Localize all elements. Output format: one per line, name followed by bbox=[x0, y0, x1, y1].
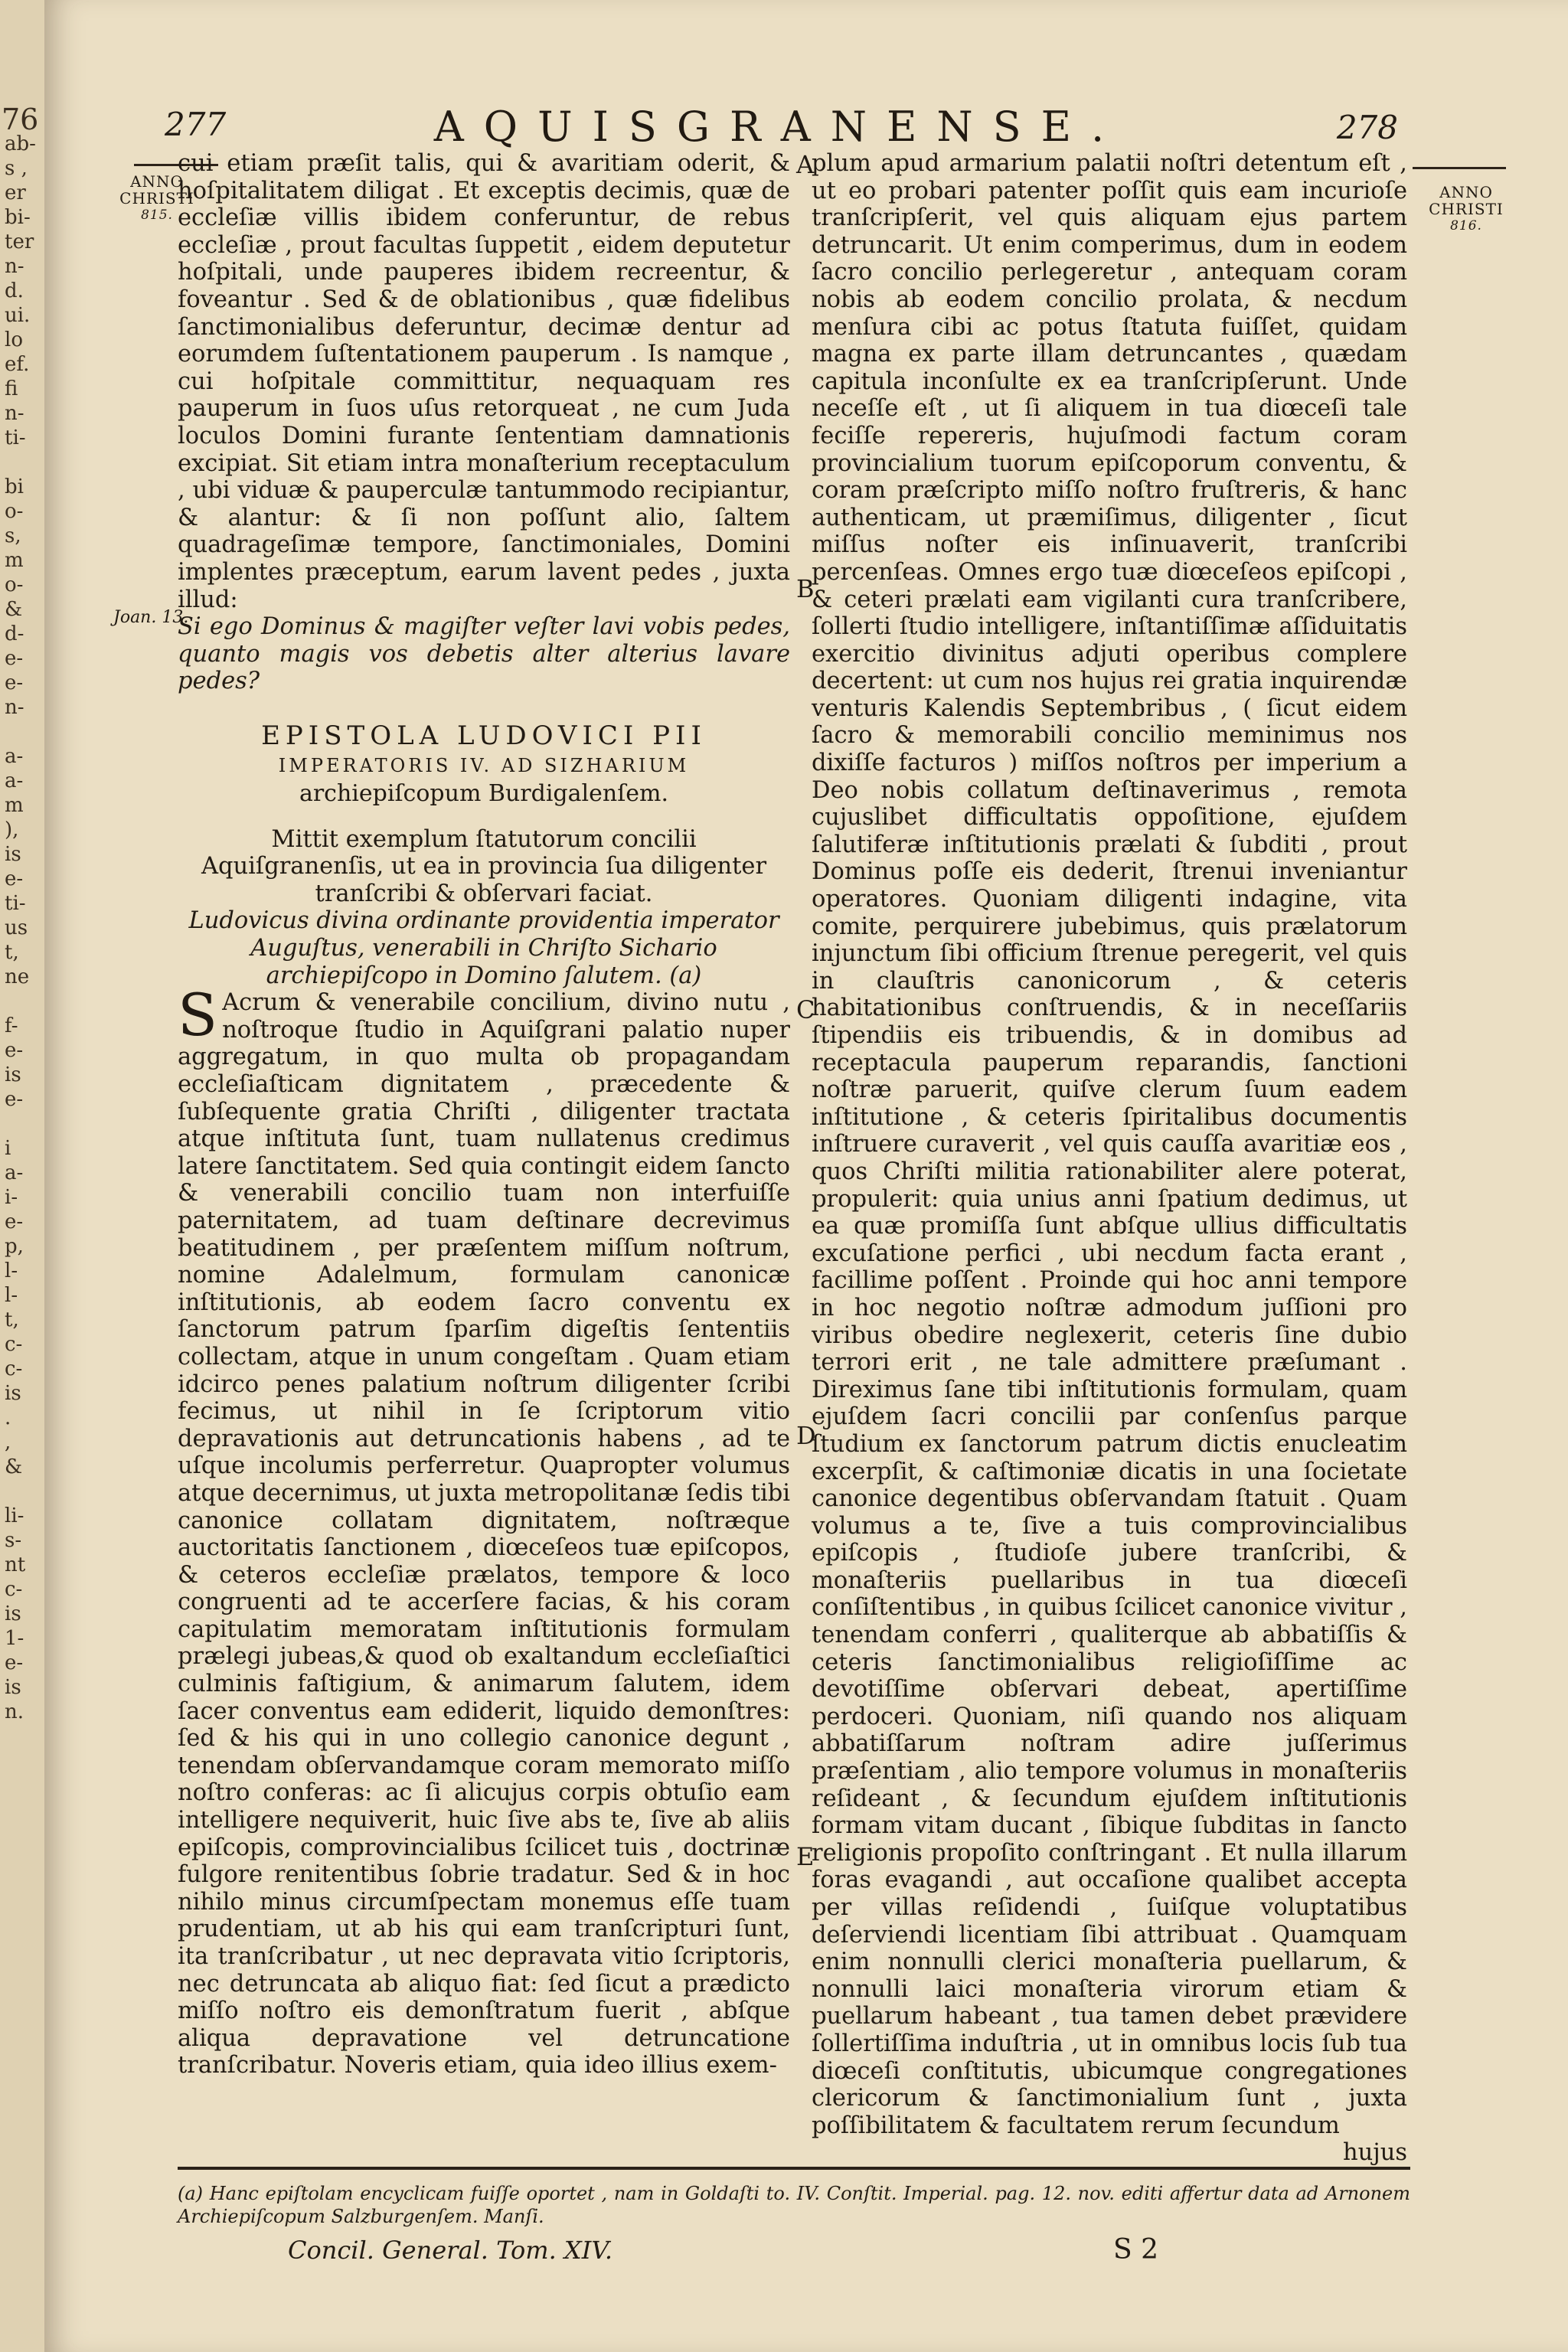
epistle-body-start bbox=[178, 981, 790, 2079]
previous-page-fragment: , bbox=[5, 1431, 11, 1454]
previous-page-fragments bbox=[0, 132, 47, 1724]
previous-page-fragment: f- bbox=[5, 1014, 18, 1037]
previous-page-fragment: e- bbox=[5, 647, 24, 670]
right-column bbox=[812, 150, 1407, 2167]
epistle-salutation: Ludovicus divina ordinante providentia imperator Auguſtus, venerabili in Chriſto Sichario archiepiſcopo in Domino ſalutem. (a) bbox=[188, 907, 779, 989]
previous-page-fragment: 1- bbox=[5, 1627, 24, 1650]
previous-page-fragment: fi bbox=[5, 377, 18, 400]
previous-page-fragment: a- bbox=[5, 1161, 24, 1184]
previous-page-fragment: & bbox=[5, 598, 23, 621]
previous-page-fragment: e- bbox=[5, 1210, 24, 1233]
epistle-title: EPISTOLA LUDOVICI PII bbox=[261, 720, 707, 751]
previous-page-fragment: n- bbox=[5, 696, 24, 719]
previous-page-fragment: e- bbox=[5, 1039, 24, 1062]
previous-page-fragment: a- bbox=[5, 745, 24, 768]
previous-page-fragment: bi- bbox=[5, 206, 31, 229]
previous-page-fragment: a- bbox=[5, 769, 24, 792]
previous-page-fragment: & bbox=[5, 1455, 23, 1478]
section-letter-e: E bbox=[796, 1842, 815, 1871]
page-number-left: 277 bbox=[165, 106, 227, 143]
previous-page-fragment: i bbox=[5, 1137, 11, 1160]
previous-page-fragment: er bbox=[5, 181, 26, 204]
previous-page-fragment: m bbox=[5, 549, 24, 572]
previous-page-fragment: n. bbox=[5, 1700, 24, 1723]
previous-page-fragment bbox=[0, 1479, 47, 1504]
previous-page-fragment: e- bbox=[5, 671, 24, 694]
previous-page-fragment: o- bbox=[5, 573, 24, 596]
running-title: AQUISGRANENSE. bbox=[433, 103, 1125, 151]
previous-page-fragment: n- bbox=[5, 255, 24, 278]
previous-page-fragment bbox=[0, 720, 47, 744]
previous-page-fragment: ti- bbox=[5, 426, 26, 449]
section-letter-c: C bbox=[796, 995, 815, 1024]
left-column bbox=[178, 150, 790, 2079]
previous-page-fragment: m bbox=[5, 794, 24, 817]
previous-page-fragment: ti- bbox=[5, 892, 26, 915]
catchword: hujus bbox=[1342, 2139, 1407, 2167]
previous-page-fragment: is bbox=[5, 1602, 21, 1625]
previous-page-fragment: c- bbox=[5, 1333, 23, 1356]
epistle-recipient: archiepiſcopum Burdigalenſem. bbox=[299, 780, 669, 808]
previous-page-fragment bbox=[0, 989, 47, 1014]
previous-page-fragment: ef. bbox=[5, 353, 30, 376]
previous-page-fragment: bi bbox=[5, 475, 24, 498]
previous-page-fragment: ter bbox=[5, 230, 34, 253]
previous-page-fragment: c- bbox=[5, 1578, 23, 1601]
previous-page-fragment: l- bbox=[5, 1284, 18, 1307]
drop-cap: S bbox=[178, 981, 218, 1050]
previous-page-number: 76 bbox=[2, 103, 39, 136]
previous-page-fragment: l- bbox=[5, 1259, 18, 1282]
previous-page-fragment: ui. bbox=[5, 304, 31, 327]
previous-page-fragment: ne bbox=[5, 965, 30, 988]
previous-page-fragment: p, bbox=[5, 1235, 24, 1258]
previous-page-fragment bbox=[0, 450, 47, 475]
previous-page-fragment: o- bbox=[5, 500, 24, 523]
anno-label-right: ANNO CHRISTI bbox=[1429, 183, 1504, 218]
marginal-reference-joan: Joan. 13. bbox=[113, 608, 189, 627]
previous-page-fragment: c- bbox=[5, 1357, 23, 1380]
anno-label-left: ANNO CHRISTI bbox=[119, 172, 194, 207]
section-letter-b: B bbox=[796, 574, 815, 603]
previous-page-fragment: t, bbox=[5, 1308, 19, 1331]
previous-page-fragment: t, bbox=[5, 941, 19, 964]
page-number-right: 278 bbox=[1336, 109, 1398, 146]
anno-year-right: 816. bbox=[1450, 218, 1482, 234]
previous-page-fragment: i- bbox=[5, 1186, 18, 1209]
previous-page-fragment: d- bbox=[5, 622, 24, 645]
footnote: (a) Hanc epiſtolam encyclicam fuiſſe oportet , nam in Goldaſti to. IV. Conſtit. Imperial. pag. 12. nov. editi affertur data ad Arnonem Archiepiſcopum Salzburgenſem. Manſi. bbox=[178, 2183, 1410, 2227]
previous-page-fragment: is bbox=[5, 1676, 21, 1699]
previous-page-fragment: is bbox=[5, 843, 21, 866]
section-letter-a: A bbox=[796, 150, 815, 179]
scripture-quote: Si ego Dominus & magiſter veſter lavi vobis pedes, quanto magis vos debetis alter alterius lavare pedes? bbox=[178, 613, 790, 695]
previous-page-fragment: . bbox=[5, 1406, 11, 1429]
previous-page-fragment: e- bbox=[5, 1651, 24, 1674]
left-opening-text: cui etiam præſit talis, qui & avaritiam oderit, & hoſpitalitatem diligat . Et exceptis decimis, quæ de eccleſiæ villis ibidem conferuntur, de rebus eccleſiæ , prout facultas ſuppetit , eidem deputetur hoſpitali, unde pauperes ibidem recreentur, & foveantur . Sed & de oblationibus , quæ fidelibus ſanctimonialibus deferuntur, decimæ dentur ad eorumdem ſuſtentationem pauperum . Is namque , cui hoſpitale committitur, nequaquam res pauperum in ſuos uſus retorqueat , ne cum Juda loculos Domini furante ſententiam damnationis excipiat. Sit etiam intra monaſterium receptaculum , ubi viduæ & pauperculæ tantummodo recipiantur, & alantur: & ſi non poſſunt alio, ſaltem quadrageſimæ tempore, ſanctimoniales, Domini implentes præceptum, earum lavent pedes , juxta illud: bbox=[178, 150, 790, 613]
margin-dash-right bbox=[1413, 167, 1506, 169]
volume-line: Concil. General. Tom. XIV. bbox=[288, 2236, 613, 2265]
previous-page-fragment: n- bbox=[5, 402, 24, 425]
previous-page-fragment: ), bbox=[5, 818, 19, 841]
epistle-subtitle: IMPERATORIS IV. AD SIZHARIUM bbox=[278, 755, 690, 777]
signature-mark: S 2 bbox=[1113, 2234, 1159, 2265]
previous-page-fragment: is bbox=[5, 1063, 21, 1086]
epistle-body-text: Acrum & venerabile concilium, divino nutu , noſtroque ſtudio in Aquiſgrani palatio nuper aggregatum, in quo multa ob propagandam eccleſiaſticam dignitatem , præcedente & ſubſequente gratia Chriſti , diligenter tractata atque inſtituta ſunt, tuam nullatenus credimus latere ſanctitatem. Sed quia contingit eidem ſancto & venerabili concilio tuam non interfuiſſe paternitatem, ad tuam deſtinare decrevimus beatitudinem , per præſentem miſſum noſtrum, nomine Adalelmum, formulam canonicæ inſtitutionis, ab eodem ſacro conventu ex ſanctorum patrum ſparſim digeſtis ſententiis collectam, atque in unum congeſtam . Quam etiam idcirco penes palatium noſtrum diligenter ſcribi fecimus, ut nihil in ſe ſcriptorum vitio depravationis aut detruncationis habens , ad te uſque incolumis perferretur. Quapropter volumus atque decernimus, ut juxta metropolitanæ ſedis tibi canonice collatam dignitatem, noſtræque auctoritatis ſanctionem , diœceſeos tuæ epiſcopos, & ceteros eccleſiæ prælatos, tempore & loco congruenti ad te accerſere facias, & his coram capitulatim memoratam inſtitutionis formulam prælegi jubeas,& quod ob exaltandum eccleſiaſtici culminis faſtigium, & animarum ſalutem, idem ſacer conventus eam ediderit, liquido demonſtres: ſed & his qui in uno collegio canonice degunt , tenendam obſervandamque coram memorato miſſo noſtro conferas: ac ſi alicujus corpis obtuſio eam intelligere nequiverit, huic ſive abs te, ſive ab aliis epiſcopis, comprovincialibus ſcilicet tuis , doctrinæ fulgore renitentibus ſobrie tradatur. Sed & in hoc nihilo minus circumſpectam monemus eſſe tuam prudentiam, ut ab his qui eam tranſcripturi ſunt, ita tranſcribatur , ut nec depravata vitio ſcriptoris, nec detruncata ab aliquo fiat: ſed ſicut a prædicto miſſo noſtro eis demonſtratum fuerit , abſque aliqua depravatione vel detruncatione tranſcribatur. Noveris etiam, quia ideo illius exem- bbox=[178, 989, 790, 2079]
right-body-text: plum apud armarium palatii noſtri detentum eſt , ut eo probari patenter poſſit quis eam incurioſe tranſcripſerit, vel quis aliquam ejus partem detruncarit. Ut enim comperimus, dum in eodem ſacro concilio perlegeretur , antequam coram nobis ab eodem concilio prolata, & necdum menſura cibi ac potus ſtatuta fuiſſet, quidam magna ex parte illam detruncantes , quædam capitula inconſulte ex ea tranſcripſerunt. Unde neceſſe eſt , ut ſi aliquem in tua diœceſi tale feciſſe repereris, hujuſmodi factum coram provincialium tuorum epiſcoporum conventu, & coram præſcripto miſſo noſtro fruſtreris, & hanc authenticam, ut præmiſimus, diligenter , ſicut miſſus noſter eis inſinuaverit, tranſcribi percenſeas. Omnes ergo tuæ diœceſeos epiſcopi , & ceteri prælati eam vigilanti cura tranſcribere, ſollerti ſtudio intelligere, inſtantiſſimæ aſſiduitatis exercitio divinitus adjuti operibus complere decertent: ut cum nos hujus rei gratia inquirendæ venturis Kalendis Septembribus , ( ſicut eidem ſacro & memorabili concilio meminimus nos dixiſſe facturos ) miſſos noſtros per imperium a Deo nobis collatum deſtinaverimus , remota cujuslibet difficultatis oppoſitione, ejuſdem ſalutiferæ inſtitutionis prælati & ſubditi , prout Dominus poſſe eis dederit, ſtrenui inveniantur operatores. Quoniam diligenti indagine, vita comite, perquirere jubebimus, quis prælatorum injunctum ſibi officium ſtrenue peregerit, vel quis in clauſtris canonicorum , & ceteris habitationibus conſtruendis, & in neceſſariis ſtipendiis eis tribuendis, & in domibus ad receptacula pauperum reparandis, ſanctioni noſtræ paruerit, quiſve clerum ſuum eadem inſtitutione , & ceteris ſpiritalibus documentis inſtruere curaverit , vel quis cauſſa avaritiæ eos , quos Chriſti militia rationabiliter alere poterat, propulerit: quia unius anni ſpatium dedimus, ut ea quæ promiſſa ſunt abſque ullius difficultatis excuſatione perfici , ubi necdum facta erant , facillime poſſent . Proinde qui hoc anni tempore in hoc negotio noſtræ admodum juſſioni pro viribus obedire neglexerit, ceteris ſine dubio terrori erit , ne tale admittere præſumant . Direximus ſane tibi inſtitutionis formulam, quam ejuſdem ſacri concilii par conſenſus parque ſtudium ex ſanctorum patrum dictis enucleatim excerpſit, & caſtimoniæ dicatis in una ſocietate canonice degentibus obſervandam ſtatuit . Quam volumus a te, ſive a tuis comprovincialibus epiſcopis , ſtudioſe jubere tranſcribi, & monaſteriis puellaribus in tua diœceſi conſiſtentibus , in quibus ſcilicet canonice vivitur , tenendam conferri , qualiterque ab abbatiſſis & ceteris ſanctimonialibus religioſiſſime ac devotiſſime obſervari debeat, apertiſſime perdoceri. Quoniam, niſi quando nos aliquam abbatiſſarum noſtram adire juſſerimus præſentiam , alio tempore volumus in monaſteriis reſideant , & ſecundum ejuſdem inſtitutionis formam vitam ducant , ſibique ſubditas in ſancto religionis propoſito conſtringant . Et nulla illarum foras evagandi , aut occaſione qualibet accepta per villas reſidendi , ſuiſque voluptatibus deſerviendi licentiam ſibi attribuat . Quamquam enim nonnulli clerici monaſteria puellarum, & nonnulli laici monaſteria virorum etiam & puellarum habeant , tua tamen debet prævidere ſollertiſſima induſtria , ut in omnibus locis ſub tua diœceſi conſtitutis, ubicumque congregationes clericorum & ſanctimonialium ſunt , juxta poſſibilitatem & facultatem rerum ſecundum bbox=[812, 150, 1407, 2139]
epistle-summary: Mittit exemplum ſtatutorum concilii Aquiſgranenſis, ut ea in provincia ſua diligenter tranſcribi & obſervari faciat. bbox=[201, 825, 767, 907]
previous-page-fragment: lo bbox=[5, 328, 23, 351]
previous-page-fragment: e- bbox=[5, 1088, 24, 1111]
running-header bbox=[165, 103, 1398, 152]
previous-page-edge bbox=[0, 0, 49, 2352]
previous-page-fragment: d. bbox=[5, 279, 24, 302]
previous-page-fragment: us bbox=[5, 916, 28, 939]
anno-year-left: 815. bbox=[141, 207, 173, 223]
anno-christi-right bbox=[1424, 184, 1508, 234]
previous-page-fragment: s, bbox=[5, 524, 21, 547]
previous-page-fragment bbox=[0, 1112, 47, 1136]
previous-page-fragment: s- bbox=[5, 1529, 22, 1552]
previous-page-fragment: ab- bbox=[5, 132, 36, 155]
section-letter-d: D bbox=[796, 1421, 816, 1450]
footnote-rule bbox=[178, 2167, 1410, 2170]
previous-page-fragment: s , bbox=[5, 157, 28, 180]
previous-page-fragment: e- bbox=[5, 867, 24, 890]
previous-page-fragment: nt bbox=[5, 1553, 26, 1576]
previous-page-fragment: li- bbox=[5, 1504, 24, 1527]
previous-page-fragment: is bbox=[5, 1382, 21, 1405]
